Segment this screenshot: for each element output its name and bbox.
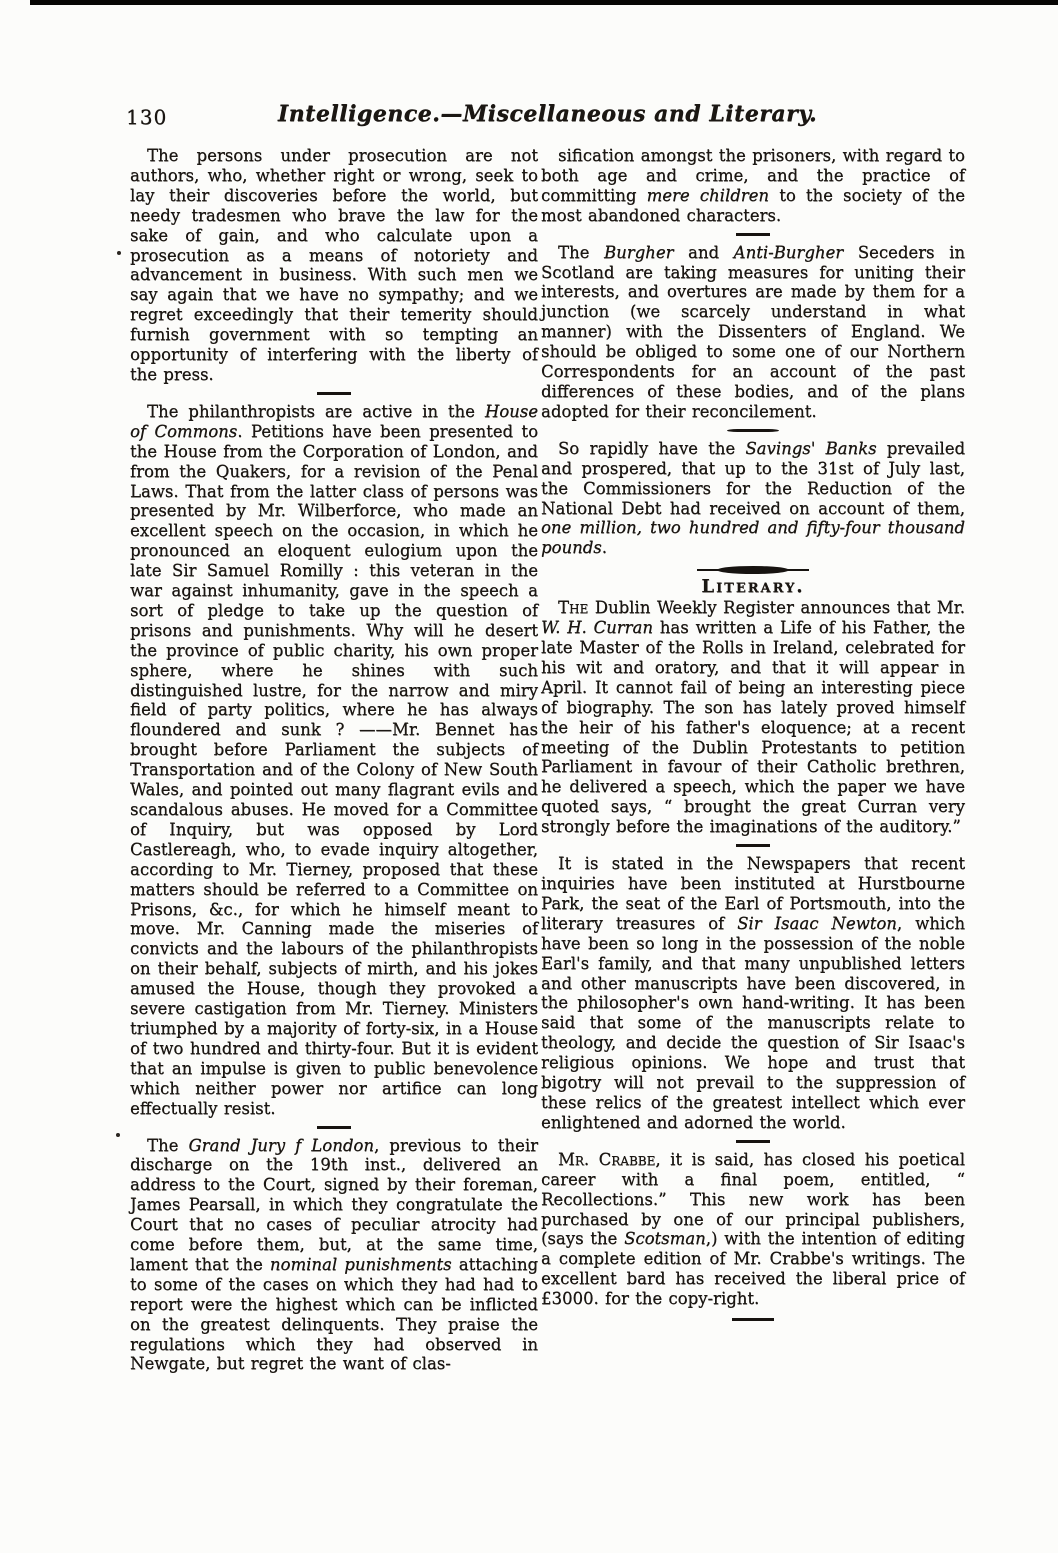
text-segment: to the society of the most abandoned characters. [541,185,966,225]
article-paragraph [541,854,965,1133]
text-segment: Anti-Burgher [733,242,844,262]
text-segment: So rapidly have the [558,438,746,458]
text-segment: The philanthropists are active in the [147,401,485,421]
text-segment: , it is said, has closed his poetical career with a final poem, entitled, “ Recollections.” This new work has been purchased by one of our principal publishers, (says the [541,1149,965,1249]
text-segment: W. H. Curran [541,618,654,638]
text-segment: . [601,538,608,558]
page-header-title: Intelligence.—Miscellaneous and Literary. [277,101,818,127]
article-paragraph [541,243,965,422]
article-paragraph [130,146,538,385]
section-divider [317,1126,351,1129]
literary-section-heading: Literary. [701,576,805,598]
text-segment: It is stated in the Newspapers that recent inquiries have been instituted at Hurstbourne Park, the seat of the Earl of Portsmouth, into the literary treasures of [541,854,965,933]
text-segment: attaching to some of the cases on which they had had to report were the highest which can be inflicted on the greatest delinquents. They praise the regulations which they had observed in Newgate, but regret the want of clas- [130,1254,539,1374]
ink-speck [117,251,121,255]
section-divider [697,566,809,574]
text-segment: , previous to their discharge on the 19th inst., delivered an address to the Court, signed by their foreman, James Pearsall, in which they congratulate the Court that no cases of peculiar atrocity had come before them, but, at the same time, lament that the [130,1135,538,1274]
text-segment: sification amongst the prisoners, with regard to both age and crime, and the practice of committing [541,146,965,205]
right-text-column [541,146,965,1321]
section-divider [317,392,351,395]
scan-edge-artifact [30,0,1058,5]
text-segment: Dublin Weekly Register announces that Mr. [588,598,965,618]
article-paragraph [541,1150,965,1309]
text-segment: House of Commons [130,401,538,441]
article-paragraph [130,402,538,1119]
text-segment: mere children [646,185,770,205]
text-segment: Seceders in Scotland are taking measures for uniting their interests, and overtures are made by them for a junction (we scarcely understand in what manner) with the Dissenters of England. We should be obliged to some one of our Northern Correspondents for an account of the past differences of these bodies, and of the plans adopted for their reconcilement. [541,242,965,421]
page-number: 130 [126,105,168,129]
text-segment: The [558,598,589,618]
text-segment: Mr. Crabbe [558,1149,656,1169]
text-segment: Burgher [603,242,674,262]
article-paragraph [130,1136,538,1375]
text-segment: Sir Isaac Newton [737,913,897,933]
section-divider [732,1318,774,1321]
ink-speck [116,1133,120,1137]
left-text-column [130,146,538,1374]
text-segment: The [147,1135,189,1155]
text-segment: one million, two hundred and fifty-four thousand pounds [541,518,965,558]
article-paragraph [541,598,965,837]
text-segment: Scotsman [624,1229,706,1249]
section-divider [736,844,770,847]
text-segment: Savings' Banks [745,438,877,458]
text-segment: The [558,242,604,262]
section-divider [727,429,779,432]
text-segment: The persons under prosecution are not authors, who, whether right or wrong, seek to lay their discoveries before the world, but needy tradesmen who brave the law for the sake of gain, and who calculate upon a prosecution as a means of notoriety and advancement in business. With such men we say again that we have no sympathy; and we regret exceedingly that their temerity should furnish government with so tempting an opportunity of interfering with the liberty of the press. [130,146,538,384]
text-segment: Grand Jury f London [188,1135,374,1155]
section-divider [736,1140,770,1143]
text-segment: . Petitions have been presented to the House from the Corporation of London, and from the Quakers, for a revision of the Penal Laws. That from the latter class of persons was presented by Mr. Wilberforce, who made an excellent speech on the occasion, in which he pronounced an eloquent eulogium upon the late Sir Samuel Romilly : this veteran in the war against inhumanity, gave in the speech a sort of pledge to take up the question of prisons and punishments. Why will he desert the province of public charity, his own proper sphere, where he shines with such distinguished lustre, for the narrow and miry field of party politics, where he has always floundered and sunk ? ——Mr. Bennet has brought before Parliament the subjects of Transportation and of the Colony of New South Wales, and pointed out many flagrant evils and scandalous abuses. He moved for a Committee of Inquiry, but was opposed by Lord Castlereagh, who, to evade inquiry altogether, according to Mr. Tierney, proposed that these matters should be referred to a Committee on Prisons, &c., for which he himself meant to move. Mr. Canning made the miseries of convicts and the labours of the philanthropists on their behalf, subjects of mirth, and his jokes amused the House, though they provoked a severe castigation from Mr. Tierney. Ministers triumphed by a majority of forty-six, in a House of two hundred and thirty-four. But it is evident that an impulse is given to public benevolence which neither power nor artifice can long effectually resist. [130,421,538,1118]
text-segment: prevailed and prospered, that up to the 31st of July last, the Commissioners for the Reduction of the National Debt had received on account of them, [541,438,966,518]
text-segment: ,) with the intention of editing a complete edition of Mr. Crabbe's writings. The excellent bard has received the liberal price of £3000. for the copy-right. [541,1229,965,1309]
text-segment: has written a Life of his Father, the late Master of the Rolls in Ireland, celebrated for his wit and oratory, and that it will appear in April. It cannot fail of being an interesting piece of biography. The son has lately proved himself the heir of his father's eloquence; at a recent meeting of the Dublin Protestants to petition Parliament in favour of their Catholic brethren, he delivered a speech, which the paper we have quoted says, “ brought the great Curran very strongly before the imaginations of the auditory.” [541,618,966,837]
section-divider [736,233,770,236]
text-segment: nominal punishments [269,1254,452,1274]
text-segment: and [673,242,734,262]
text-segment: , which have been so long in the possession of the noble Earl's family, and that many unpublished letters and other manuscripts have been discovered, in the philosopher's own hand-writing. It has been said that some of the manuscripts relate to theology, and decide the question of Sir Isaac's religious opinions. We hope and trust that bigotry will not prevail to the suppression of these relics of the greatest intellect which ever enlightened and adorned the world. [541,913,965,1132]
article-paragraph [541,146,965,226]
article-paragraph [541,439,965,558]
